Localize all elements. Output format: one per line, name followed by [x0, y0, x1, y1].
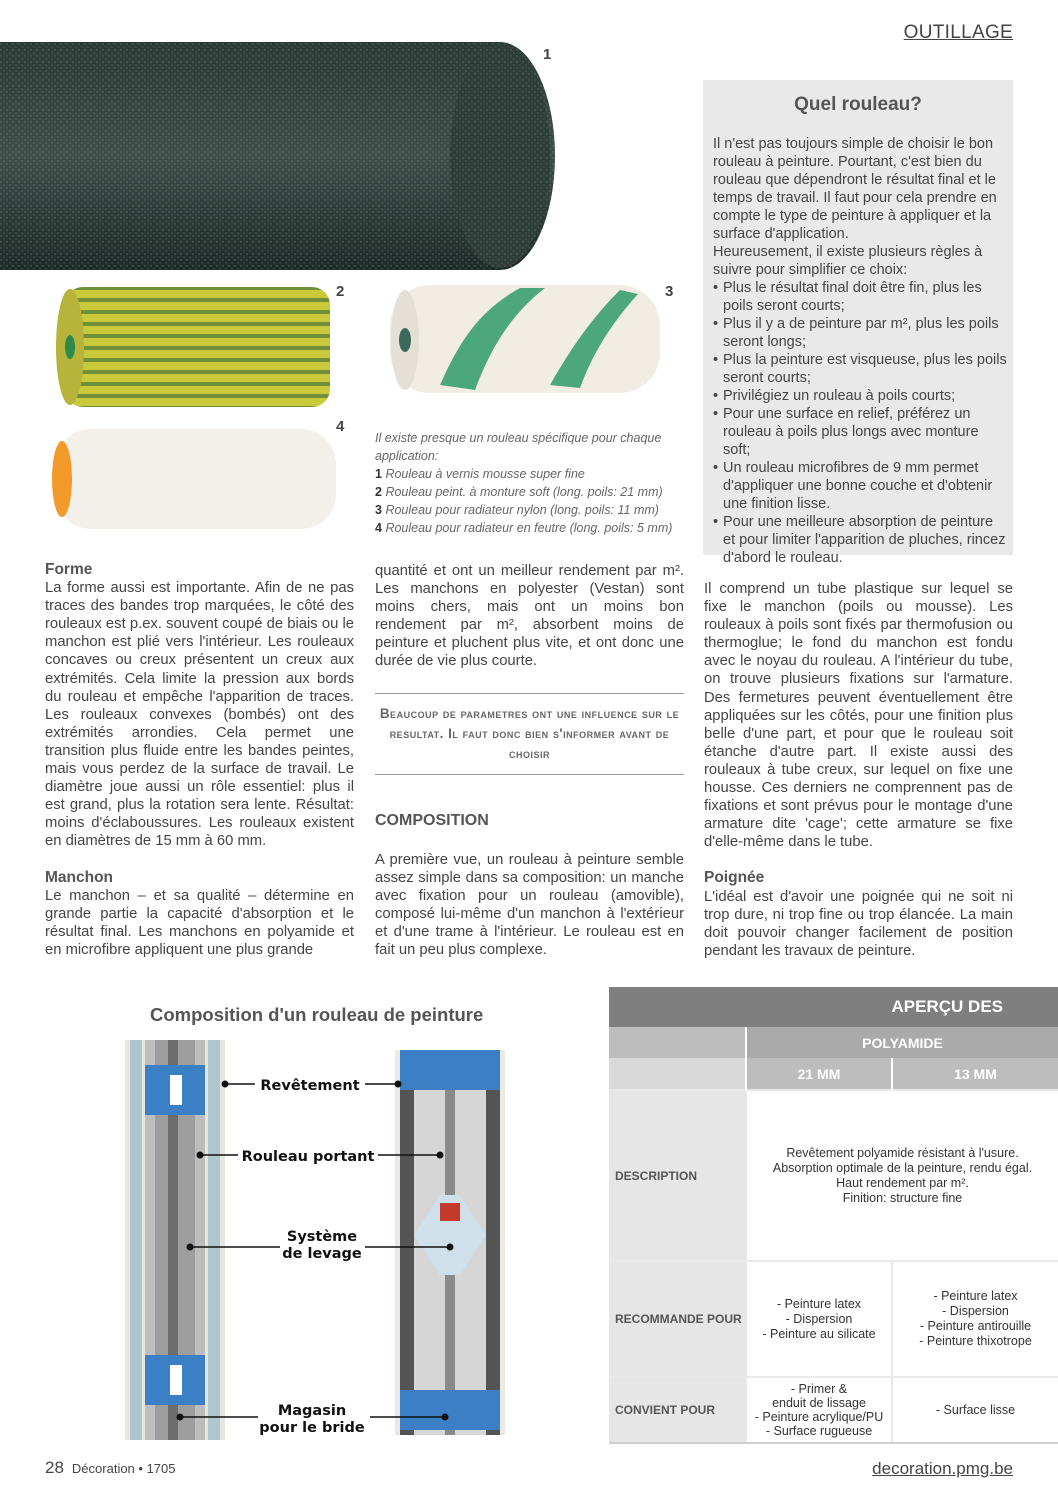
forme-text: La forme aussi est importante. Afin de ne pas traces des bandes trop marquées, le côté des rouleaux est p.ex. souvent coupé de biais ou le manchon est plié vers l'intérieur. Les rouleaux concaves ou creux présentent un creux aux extrémités. Cela limite la pression aux bords du rouleau et empêche l'apparition de traces. Les rouleaux convexes (bombés) ont des extrémités arrondies. Cela permet une transition plus fluide entre les bandes peintes, mais vous perdez de la surface de travail. Le diamètre joue aussi un rôle essentiel: plus il est grand, plus la rotation sera lente. Résultat: moins d'éclaboussures. Les rouleaux existent en diamètres de 15 mm à 60 mm.	[45, 580, 354, 850]
convient-cell-13mm: - Surface lisse	[892, 1377, 1058, 1443]
label-revetement: Revêtement	[260, 1078, 360, 1094]
table-title: APERÇU DES	[609, 987, 1058, 1027]
list-item: • Privilégiez un rouleau à poils courts;	[713, 387, 1008, 405]
list-item: • Plus il y a de peinture par m², plus les poils seront longs;	[713, 315, 1008, 351]
row-label-recommande: RECOMMANDE POUR	[609, 1261, 746, 1377]
info-box-para: Heureusement, il existe plusieurs règles à suivre pour simplifier ce choix:	[713, 244, 983, 278]
column-3	[704, 580, 1013, 960]
tube-text: Il comprend un tube plastique sur lequel se fixe le manchon (poils ou mousse). Les rouleaux à poils sont fixés par thermofusion ou thermoglue; le fond du manchon est fondu avec le noyau du rouleau. A l'intérieur du tube, on trouve plusieurs fixations sur l'armature. Des fermetures peuvent éventuellement être appliquées sur les côtés, pour une finition plus belle d'une part, et pour que le rouleau soit étanche d'autre part. Il existe aussi des rouleaux à tube creux, sur lequel on fixe une housse. Ces derniers ne comprennent pas de fixations et sont prévus pour le montage d'une armature dite 'cage'; cette armature se fixe d'elle-même dans le tube.	[704, 581, 1013, 851]
composition-text: A première vue, un rouleau à peinture semble assez simple dans sa composition: un manche avec fixation pour un rouleau (amovible), composé lui-même d'un manchon à l'extérieur et d'une trame à l'intérieur. Le rouleau est en fait un peu plus complexe.	[375, 852, 684, 959]
composition-heading: COMPOSITION	[375, 812, 489, 829]
table-row	[609, 1377, 1058, 1443]
forme-heading: Forme	[45, 561, 93, 578]
poignee-text: L'idéal est d'avoir une poignée qui ne soit ni trop dure, ni trop fine ou trop élancée. La main doit pouvoir changer facilement de position pendant les travaux de peinture.	[704, 888, 1013, 959]
row-label-convient: CONVIENT POUR	[609, 1377, 746, 1443]
diagram-title: Composition d'un rouleau de peinture	[150, 1004, 484, 1025]
label-magasin: Magasin	[277, 1403, 347, 1419]
label-rouleau-portant: Rouleau portant	[241, 1149, 375, 1165]
footer-url-link[interactable]: decoration.pmg.be	[872, 1459, 1013, 1478]
image-label-3: 3	[665, 283, 674, 300]
radiator-felt-roller-image	[48, 424, 340, 534]
image-label-4: 4	[336, 418, 345, 435]
table-row	[609, 1261, 1058, 1377]
image-label-1: 1	[543, 46, 552, 63]
striped-roller-image	[50, 282, 340, 412]
column-2	[375, 562, 684, 671]
convient-cell-21mm: - Primer & enduit de lissage - Peinture acrylique/PU - Surface rugueuse	[746, 1377, 892, 1443]
poignee-heading: Poignée	[704, 869, 765, 887]
radiator-nylon-roller-image	[380, 280, 665, 398]
row-label-description: DESCRIPTION	[609, 1090, 746, 1261]
overview-table	[609, 987, 1058, 1444]
table-col-header: 13 MM	[892, 1058, 1058, 1090]
manchon-text: Le manchon – et sa qualité – détermine en grande partie la capacité d'absorption et le résultat final. Les manchons en polyamide et en microfibre appliquent une plus grande	[45, 887, 354, 958]
list-item: • Un rouleau microfibres de 9 mm permet d'appliquer une bonne couche et d'obtenir une finition lisse.	[713, 459, 1008, 513]
footer-left	[45, 1458, 175, 1478]
list-item: • Pour une meilleure absorption de peinture et pour limiter l'apparition de pluches, rincez d'abord le rouleau.	[713, 513, 1008, 567]
label-systeme: Système	[286, 1229, 358, 1245]
section-label: OUTILLAGE	[903, 22, 1013, 43]
caption-item: 1 Rouleau à vernis mousse super fine	[375, 467, 585, 481]
image-label-2: 2	[336, 283, 345, 300]
list-item: • Pour une surface en relief, préférez un rouleau à poils plus longs avec monture soft;	[713, 405, 1008, 459]
info-box	[703, 80, 1013, 566]
page-number: 28	[45, 1458, 64, 1477]
image-caption	[375, 429, 680, 537]
caption-intro: Il existe presque un rouleau spécifique pour chaque application:	[375, 431, 662, 463]
list-item: • Plus la peinture est visqueuse, plus les poils seront courts;	[713, 351, 1008, 387]
description-cell: Revêtement polyamide résistant à l'usure. Absorption optimale de la peinture, rendu égal. Haut rendement par m². Finition: structure fine	[746, 1090, 1058, 1261]
pull-quote: Beaucoup de parametres ont une influence sur le resultat. Il faut donc bien s'informer avant de choisir	[375, 693, 684, 775]
column-1	[45, 561, 354, 959]
table-row	[609, 1090, 1058, 1261]
info-box-para: Il n'est pas toujours simple de choisir le bon rouleau à peinture. Pourtant, c'est bien du rouleau que dépendront le résultat final et le temps de travail. Il faut pour cela prendre en compte le type de peinture à appliquer et la surface d'application.	[713, 136, 997, 242]
caption-item: 3 Rouleau pour radiateur nylon (long. poils: 11 mm)	[375, 503, 659, 517]
table-col-header: 21 MM	[746, 1058, 892, 1090]
roller-composition-diagram	[100, 1035, 520, 1445]
list-item: • Plus le résultat final doit être fin, plus les poils seront courts;	[713, 279, 1008, 315]
caption-item: 2 Rouleau peint. à monture soft (long. poils: 21 mm)	[375, 485, 663, 499]
publication-name: Décoration • 1705	[71, 1461, 176, 1476]
manchon-heading: Manchon	[45, 868, 114, 886]
caption-item: 4 Rouleau pour radiateur en feutre (long. poils: 5 mm)	[375, 521, 673, 535]
recommande-cell-21mm: - Peinture latex - Dispersion - Peinture au silicate	[746, 1261, 892, 1377]
label-pour-le-bride: pour le bride	[259, 1420, 365, 1436]
info-box-list	[713, 279, 1008, 567]
label-de-levage: de levage	[282, 1246, 362, 1262]
info-box-title: Quel rouleau?	[794, 94, 922, 115]
manchon-text-cont: quantité et ont un meilleur rendement par m². Les manchons en polyester (Vestan) sont moins chers, mais ont un moins bon rendement par m², absorbent moins de peinture et pluchent plus vite, et ont donc une durée de vie plus courte.	[375, 563, 684, 670]
foam-roller-image	[0, 42, 560, 270]
table-group-header: POLYAMIDE	[746, 1027, 1058, 1058]
recommande-cell-13mm: - Peinture latex - Dispersion - Peinture antirouille - Peinture thixotrope	[892, 1261, 1058, 1377]
